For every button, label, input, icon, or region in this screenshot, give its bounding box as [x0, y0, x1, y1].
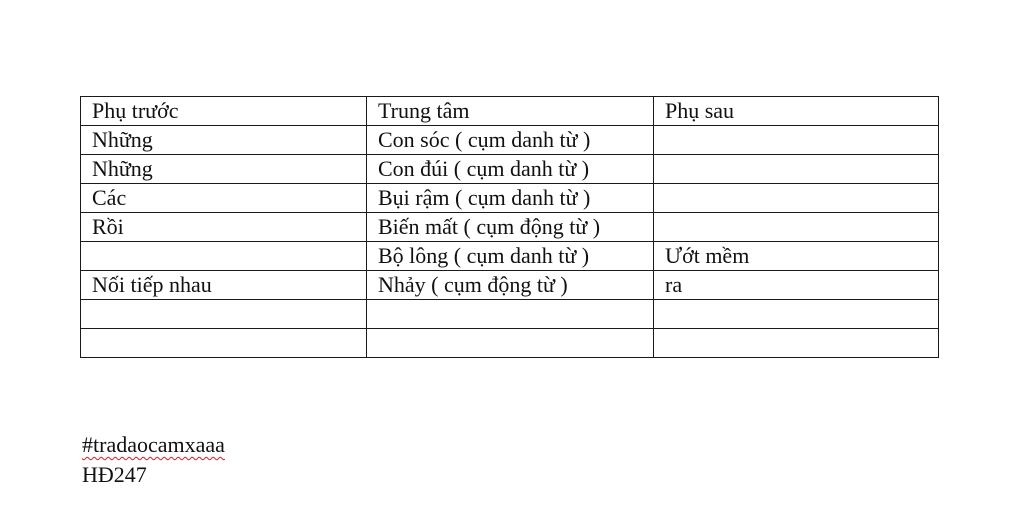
table-cell: Bộ lông ( cụm danh từ ): [367, 242, 654, 271]
table-row: [81, 184, 939, 213]
table-cell: Các: [81, 184, 367, 213]
table-cell: [654, 329, 939, 358]
table-cell: ra: [654, 271, 939, 300]
table-cell: [367, 300, 654, 329]
table-header-row: [81, 97, 939, 126]
table-cell: Những: [81, 126, 367, 155]
signature-text: HĐ247: [82, 462, 147, 487]
table-cell: [654, 300, 939, 329]
header-cell: Trung tâm: [367, 97, 654, 126]
table-row: [81, 155, 939, 184]
table-cell: Những: [81, 155, 367, 184]
table-cell: Con sóc ( cụm danh từ ): [367, 126, 654, 155]
grammar-table: [80, 96, 939, 358]
table-cell: [367, 329, 654, 358]
header-cell: Phụ trước: [81, 97, 367, 126]
table-cell: [654, 126, 939, 155]
table-cell: Nối tiếp nhau: [81, 271, 367, 300]
table-row: [81, 271, 939, 300]
table-cell: Ướt mềm: [654, 242, 939, 271]
footer: [82, 430, 225, 490]
hashtag-text: #tradaocamxaaa: [82, 432, 225, 457]
table-cell: Nhảy ( cụm động từ ): [367, 271, 654, 300]
table-cell: [81, 242, 367, 271]
table-row: [81, 329, 939, 358]
table-cell: Bụi rậm ( cụm danh từ ): [367, 184, 654, 213]
table-cell: [81, 329, 367, 358]
table-cell: Biến mất ( cụm động từ ): [367, 213, 654, 242]
table-cell: Rồi: [81, 213, 367, 242]
table-cell: Con đúi ( cụm danh từ ): [367, 155, 654, 184]
table-row: [81, 213, 939, 242]
table-cell: [654, 213, 939, 242]
table-row: [81, 300, 939, 329]
table-cell: [81, 300, 367, 329]
table-cell: [654, 184, 939, 213]
table-cell: [654, 155, 939, 184]
table-row: [81, 242, 939, 271]
header-cell: Phụ sau: [654, 97, 939, 126]
table-row: [81, 126, 939, 155]
